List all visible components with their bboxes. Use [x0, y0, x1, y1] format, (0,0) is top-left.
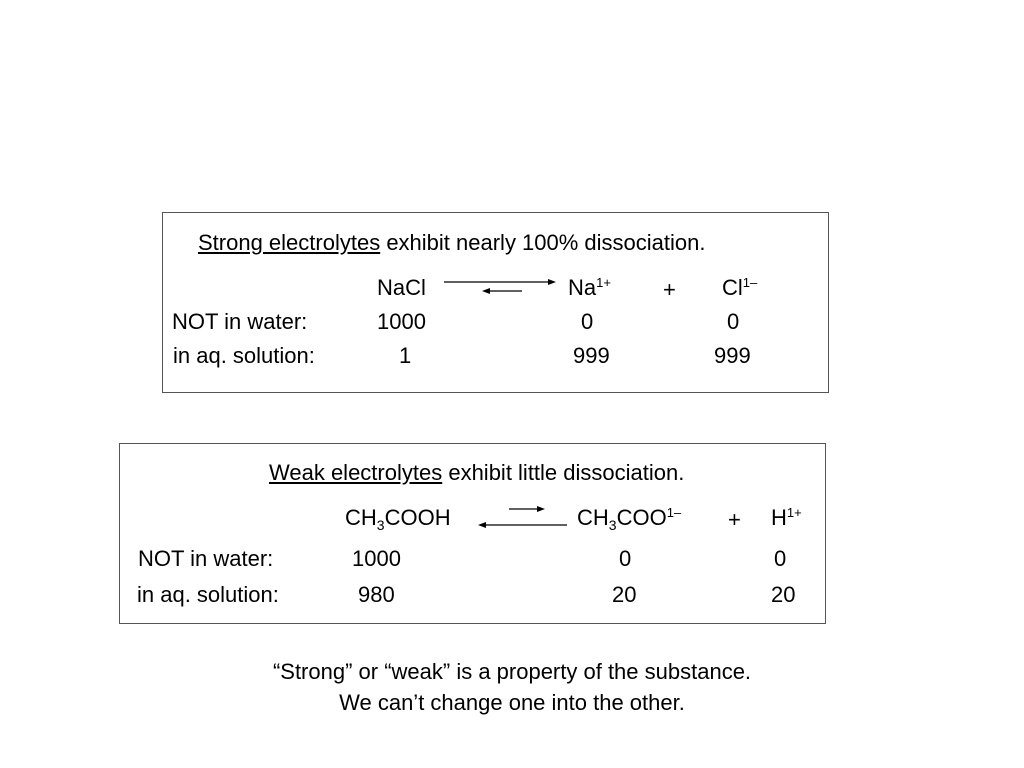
strong-plus: +	[663, 277, 676, 302]
strong-row2-value2: 999	[573, 343, 610, 368]
strong-row1-value2: 0	[581, 309, 594, 334]
weak-product1-part2: COO	[616, 505, 667, 530]
weak-product1-charge: 1–	[666, 505, 682, 520]
strong-heading	[198, 232, 706, 254]
weak-reactant-subscript: 3	[376, 517, 385, 533]
weak-equilibrium-arrows	[478, 503, 570, 529]
strong-product2-charge: 1–	[742, 275, 758, 290]
strong-product1	[568, 277, 611, 299]
footer-line1: “Strong” or “weak” is a property of the substance.	[272, 659, 752, 684]
strong-row2-value1: 1	[399, 343, 412, 368]
weak-reactant-part1: CH	[345, 505, 377, 530]
strong-heading-rest: exhibit nearly 100% dissociation.	[380, 230, 706, 255]
weak-heading-term: Weak electrolytes	[269, 460, 443, 485]
weak-row2-value1: 980	[358, 582, 395, 607]
weak-plus: +	[728, 507, 741, 532]
weak-row1-value1: 1000	[352, 546, 401, 571]
strong-row1-value3: 0	[727, 309, 740, 334]
weak-product1-subscript: 3	[608, 517, 617, 533]
footer-note	[0, 656, 1024, 718]
weak-row1-value3: 0	[774, 546, 787, 571]
strong-reactant: NaCl	[377, 275, 426, 300]
strong-product2	[722, 277, 757, 299]
weak-heading-rest: exhibit little dissociation.	[442, 460, 685, 485]
weak-row2-value3: 20	[771, 582, 796, 607]
footer-line2: We can’t change one into the other.	[339, 690, 685, 715]
weak-product1	[577, 505, 682, 533]
strong-heading-term: Strong electrolytes	[198, 230, 381, 255]
weak-product1-part1: CH	[577, 505, 609, 530]
strong-row1-label: NOT in water:	[172, 309, 308, 334]
weak-heading	[269, 462, 684, 484]
weak-reactant	[345, 505, 451, 533]
weak-row1-value2: 0	[619, 546, 632, 571]
strong-product1-symbol: Na	[568, 275, 597, 300]
strong-row2-label: in aq. solution:	[173, 343, 315, 368]
weak-product2-charge: 1+	[786, 505, 802, 520]
strong-row1-value1: 1000	[377, 309, 426, 334]
weak-row2-label: in aq. solution:	[137, 582, 279, 607]
weak-row2-value2: 20	[612, 582, 637, 607]
strong-product1-charge: 1+	[596, 275, 611, 290]
weak-row1-label: NOT in water:	[138, 546, 274, 571]
strong-equilibrium-arrows	[444, 278, 559, 296]
weak-reactant-part2: COOH	[384, 505, 451, 530]
weak-product2	[771, 507, 802, 529]
weak-product2-symbol: H	[771, 505, 787, 530]
strong-row2-value3: 999	[714, 343, 751, 368]
strong-product2-symbol: Cl	[722, 275, 743, 300]
